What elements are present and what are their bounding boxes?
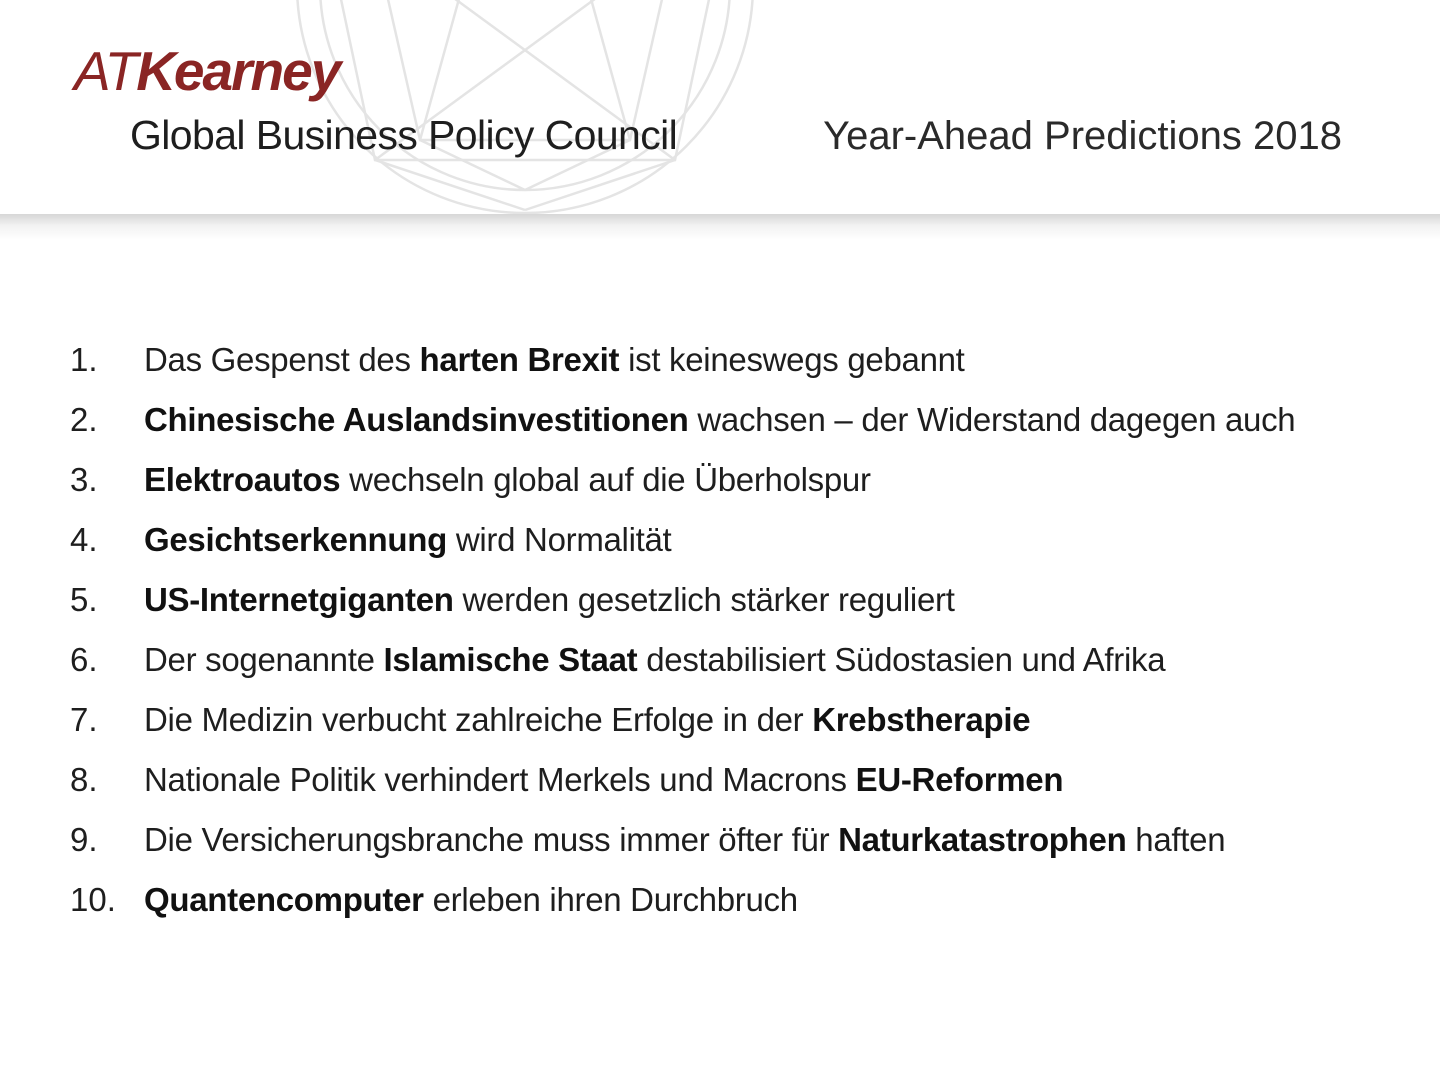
header	[0, 0, 1440, 214]
item-text-part: wechseln global auf die Überholspur	[340, 461, 871, 498]
list-item	[70, 810, 1430, 870]
item-text	[144, 750, 1063, 810]
item-text-part: Der sogenannte	[144, 641, 384, 678]
item-number: 7.	[70, 701, 98, 738]
item-text-part: erleben ihren Durchbruch	[423, 881, 798, 918]
logo-name: Kearney	[136, 40, 340, 102]
item-text-part: Die Versicherungsbranche muss immer öfter für	[144, 821, 839, 858]
highlighted-term: Chinesische Auslandsinvestitionen	[144, 401, 689, 438]
item-text	[144, 450, 871, 510]
list-item	[70, 690, 1430, 750]
item-text-part: ist keineswegs gebannt	[619, 341, 965, 378]
item-text	[144, 390, 1295, 450]
item-text-part: werden gesetzlich stärker reguliert	[453, 581, 955, 618]
highlighted-term: EU-Reformen	[855, 761, 1064, 798]
item-text-part: destabilisiert Südostasien und Afrika	[637, 641, 1166, 678]
list-item	[70, 630, 1430, 690]
item-text-part: wachsen – der Widerstand dagegen auch	[688, 401, 1296, 438]
highlighted-term: Gesichtserkennung	[144, 521, 447, 558]
highlighted-term: Naturkatastrophen	[838, 821, 1127, 858]
highlighted-term: harten Brexit	[419, 341, 620, 378]
list-item	[70, 390, 1430, 450]
council-title: Global Business Policy Council	[130, 112, 678, 158]
item-text-part: Die Medizin verbucht zahlreiche Erfolge in der	[144, 701, 813, 738]
item-text	[144, 330, 965, 390]
item-number: 4.	[70, 521, 98, 558]
list-item	[70, 870, 1430, 930]
logo-prefix: AT	[74, 40, 137, 102]
item-number: 2.	[70, 401, 98, 438]
item-number: 8.	[70, 761, 98, 798]
highlighted-term: US-Internetgiganten	[144, 581, 454, 618]
item-number: 10.	[70, 881, 116, 918]
list-item	[70, 750, 1430, 810]
item-text	[144, 870, 798, 930]
item-text-part: Das Gespenst des	[144, 341, 420, 378]
highlighted-term: Elektroautos	[144, 461, 341, 498]
header-shadow	[0, 214, 1440, 240]
highlighted-term: Islamische Staat	[383, 641, 638, 678]
item-text	[144, 570, 955, 630]
list-item	[70, 510, 1430, 570]
highlighted-term: Krebstherapie	[812, 701, 1031, 738]
item-text	[144, 510, 671, 570]
item-number: 1.	[70, 341, 98, 378]
item-number: 6.	[70, 641, 98, 678]
predictions-list	[70, 330, 1430, 930]
item-number: 3.	[70, 461, 98, 498]
atkearney-logo	[74, 40, 340, 114]
globe-watermark-icon	[290, 0, 760, 214]
item-text-part: haften	[1126, 821, 1226, 858]
list-item	[70, 450, 1430, 510]
list-item	[70, 570, 1430, 630]
item-text	[144, 690, 1030, 750]
item-text	[144, 630, 1165, 690]
item-number: 9.	[70, 821, 98, 858]
item-text	[144, 810, 1225, 870]
item-text-part: wird Normalität	[447, 521, 672, 558]
predictions-title: Year-Ahead Predictions 2018	[823, 114, 1342, 158]
item-text-part: Nationale Politik verhindert Merkels und Macrons	[144, 761, 856, 798]
item-number: 5.	[70, 581, 98, 618]
highlighted-term: Quantencomputer	[144, 881, 424, 918]
list-item	[70, 330, 1430, 390]
